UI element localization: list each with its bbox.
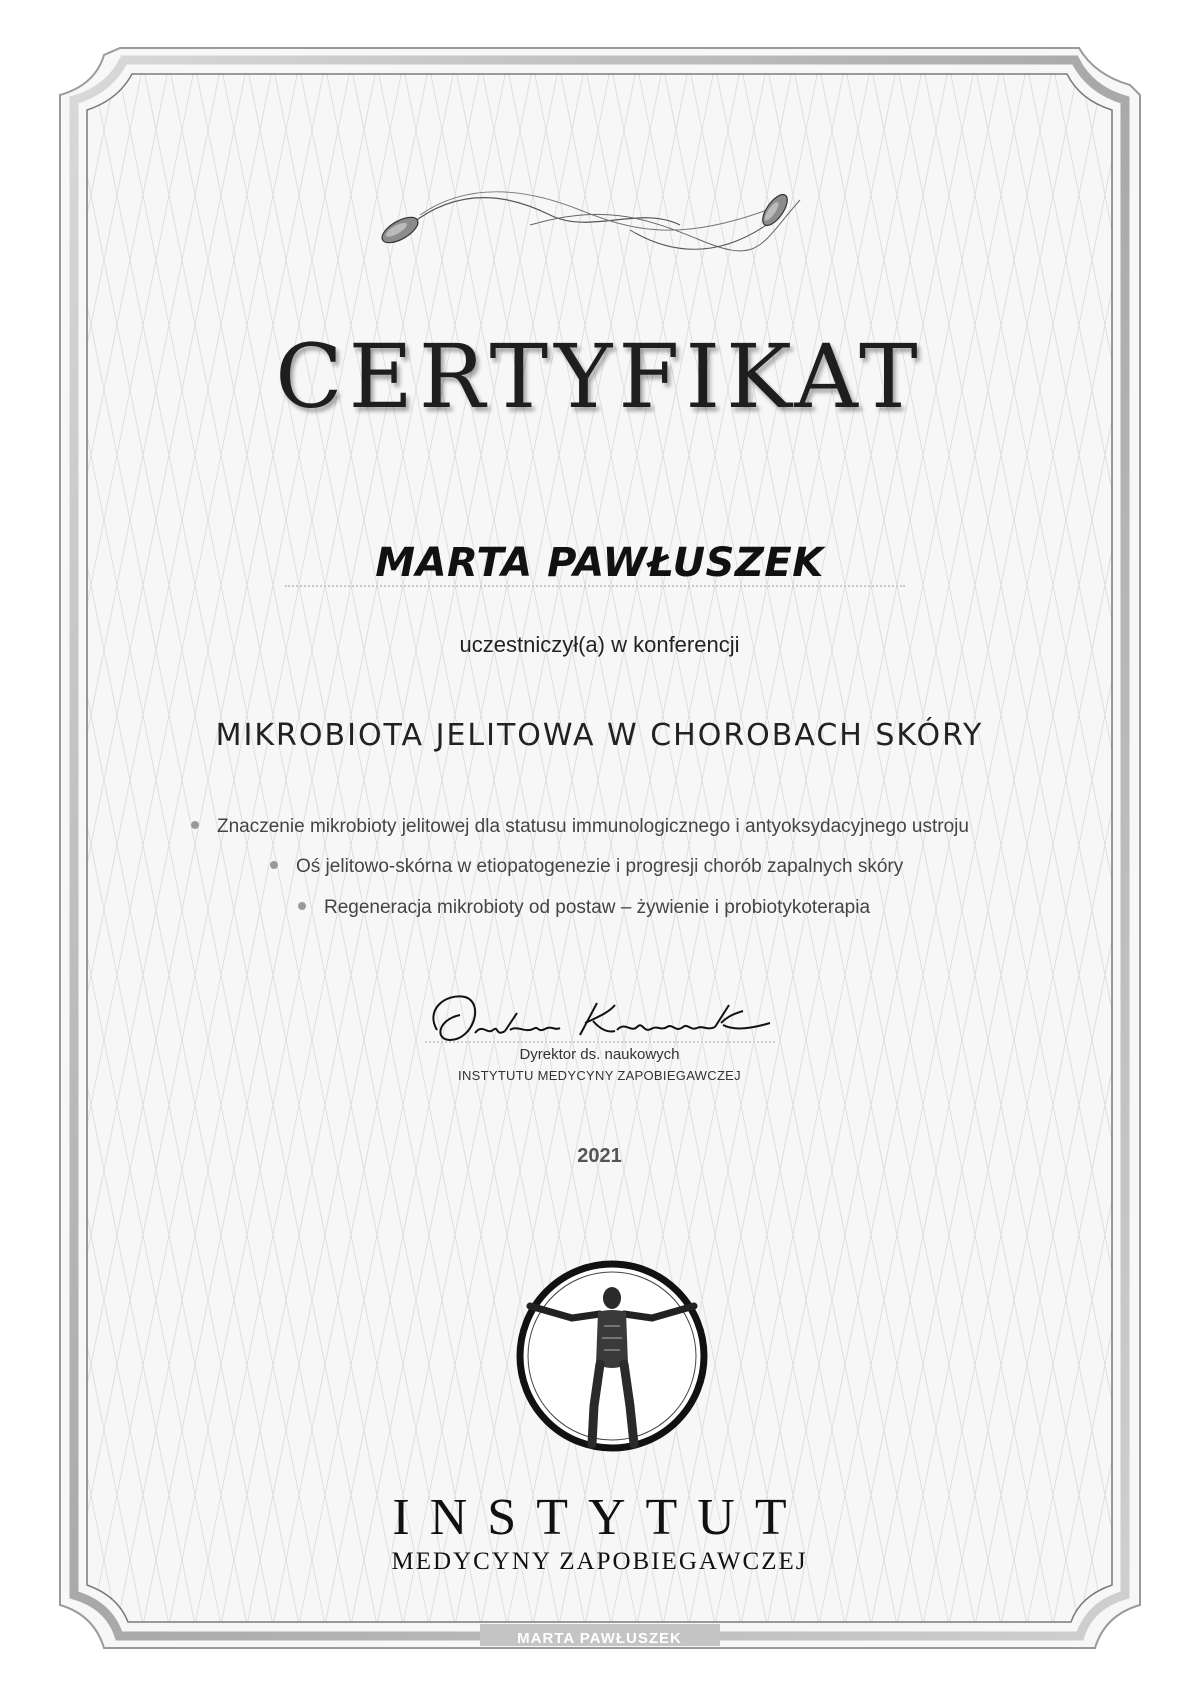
signer-institution: INSTYTUTU MEDYCYNY ZAPOBIEGAWCZEJ [458, 1068, 741, 1083]
topic-text: Znaczenie mikrobioty jelitowej dla statusu immunologicznego i antyoksydacyjnego ustroju [217, 816, 969, 837]
topic-item [191, 816, 969, 838]
logo-wordmark: INSTYTUT [392, 1489, 807, 1546]
bullet-icon [298, 902, 306, 910]
topic-text: Regeneracja mikrobioty od postaw – żywienie i probiotykoterapia [324, 897, 871, 918]
signature-line [425, 1041, 775, 1043]
bacteria-illustration [380, 185, 820, 275]
logo-subtitle: MEDYCYNY ZAPOBIEGAWCZEJ [391, 1548, 808, 1575]
topic-text: Oś jelitowo-skórna w etiopatogenezie i progresji chorób zapalnych skóry [296, 856, 904, 877]
certificate-title: CERTYFIKAT [275, 325, 924, 428]
bullet-icon [191, 821, 199, 829]
certificate-year: 2021 [577, 1145, 622, 1167]
topic-item [298, 897, 870, 919]
participation-text: uczestniczył(a) w konferencji [459, 632, 740, 657]
bullet-icon [270, 861, 278, 869]
conference-title: MIKROBIOTA JELITOWA W CHOROBACH SKÓRY [215, 718, 984, 753]
signature-image [425, 985, 785, 1055]
topic-item [270, 856, 903, 878]
signer-role: Dyrektor ds. naukowych [519, 1046, 680, 1063]
name-underline [285, 585, 905, 587]
participant-name: MARTA PAWŁUSZEK [375, 540, 824, 586]
footer-name: MARTA PAWŁUSZEK [517, 1630, 682, 1647]
vitruvian-man-icon [512, 1256, 712, 1456]
